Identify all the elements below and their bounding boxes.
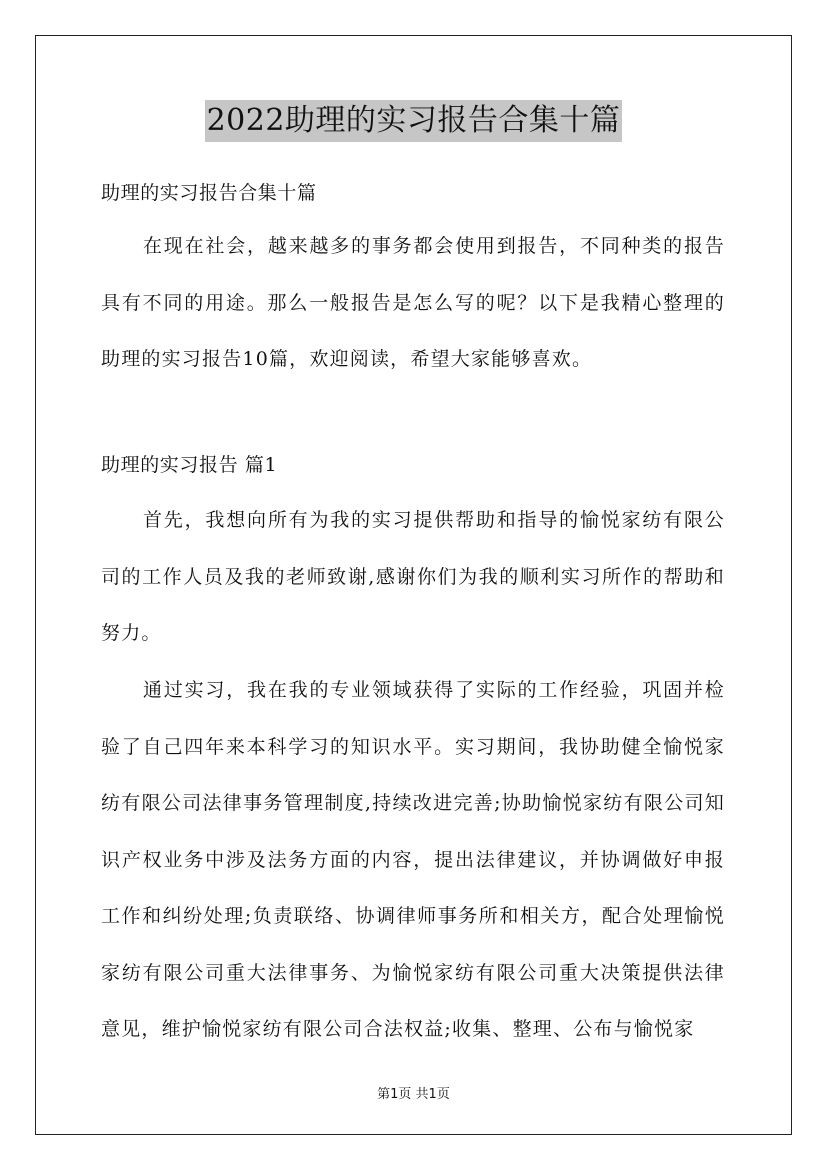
- page-footer: 第1页 共1页: [377, 1087, 450, 1102]
- paragraph-1: 首先，我想向所有为我的实习提供帮助和指导的愉悦家纺有限公司的工作人员及我的老师致谢,感谢你们为我的顺利实习所作的帮助和努力。: [101, 509, 725, 644]
- intro-paragraph: 在现在社会，越来越多的事务都会使用到报告，不同种类的报告具有不同的用途。那么一般报告是怎么写的呢？以下是我精心整理的助理的实习报告10篇，欢迎阅读，希望大家能够喜欢。: [101, 235, 725, 370]
- section-heading-1: 助理的实习报告 篇1: [101, 454, 278, 476]
- document-title: 2022助理的实习报告合集十篇: [205, 100, 623, 142]
- paragraph-2: 通过实习，我在我的专业领域获得了实际的工作经验，巩固并检验了自己四年来本科学习的知识水平。实习期间，我协助健全愉悦家纺有限公司法律事务管理制度,持续改进完善;协助愉悦家纺有限公司知识产权业务中涉及法务方面的内容，提出法律建议，并协调做好申报工作和纠纷处理;负责联络、协调律师事务所和相关方，配合处理愉悦家纺有限公司重大法律事务、为愉悦家纺有限公司重大决策提供法律意见，维护愉悦家纺有限公司合法权益;收集、整理、公布与愉悦家: [101, 679, 725, 1040]
- document-title-wrapper: [0, 100, 827, 142]
- document-subtitle: 助理的实习报告合集十篇: [101, 182, 317, 204]
